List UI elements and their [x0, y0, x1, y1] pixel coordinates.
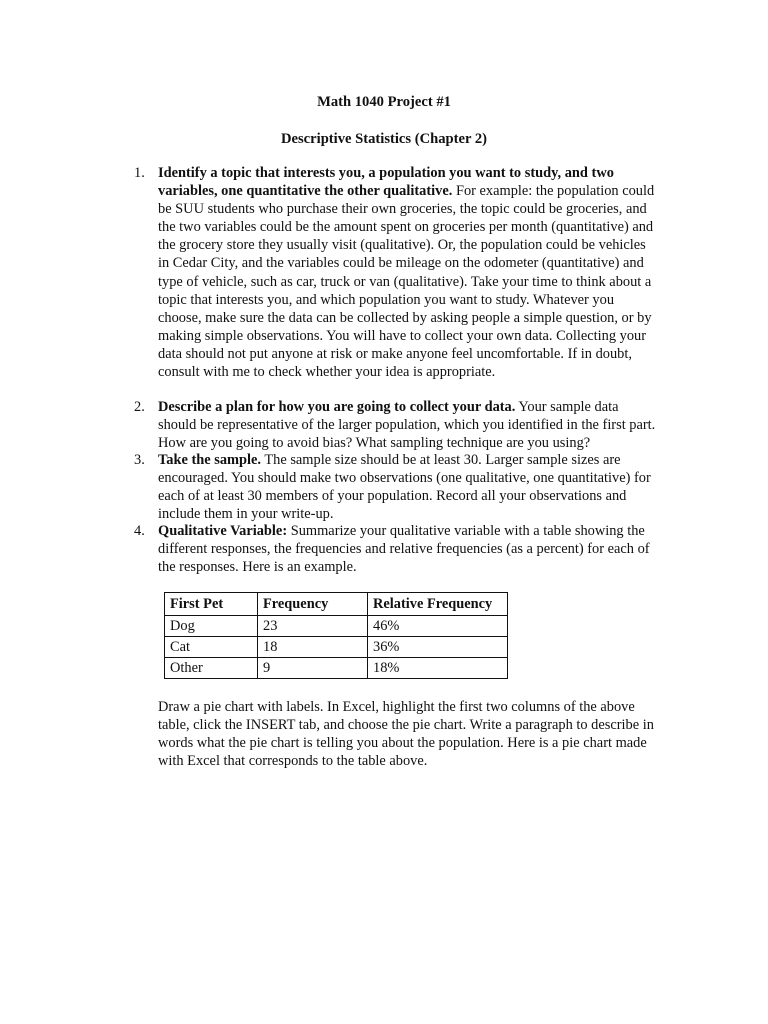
- list-item-text: [158, 451, 660, 523]
- list-item-body: Summarize your qualitative variable with a table showing the different responses, the frequencies and relative frequencies (as a percent) for each of the responses. Here is an example.: [158, 523, 650, 576]
- table-cell: 9: [258, 658, 368, 679]
- table-header-cell: First Pet: [165, 593, 258, 616]
- table-header-cell: Frequency: [258, 593, 368, 616]
- document-title: Math 1040 Project #1: [317, 94, 451, 110]
- list-item-text: [158, 164, 660, 381]
- table-header-cell: Relative Frequency: [368, 593, 508, 616]
- list-item-body: For example: the population could be SUU students who purchase their own groceries, the topic could be groceries, and the two variables could be the amount spent on groceries per month (quantitative) and the grocery store they usually visit (qualitative). Or, the population could be vehicles in Cedar City, and the variables could be mileage on the odometer (quantitative) and type of vehicle, such as car, truck or van (qualitative). Take your time to think about a topic that interests you, and which population you want to study. Whatever you choose, make sure the data can be collected by asking people a simple question, or by making simple observations. You will have to collect your own data. Collecting your data should not put anyone at risk or make anyone feel uncomfortable. If in doubt, consult with me to check whether your idea is appropriate.: [158, 183, 655, 381]
- list-item-number: 1.: [134, 165, 145, 181]
- list-item-bold: Take the sample.: [158, 452, 262, 468]
- table-cell: Dog: [165, 616, 258, 637]
- table-header-row: [165, 593, 508, 616]
- list-item-bold: Describe a plan for how you are going to collect your data.: [158, 399, 516, 415]
- list-item-number: 4.: [134, 523, 145, 539]
- list-item-body: The sample size should be at least 30. Larger sample sizes are encouraged. You should make two observations (one qualitative, one quantitative) for each of at least 30 members of your population. Record all your observations and include them in your write-up.: [158, 452, 651, 523]
- frequency-table: [164, 592, 508, 679]
- list-item-text: [158, 398, 660, 452]
- list-item-number: 3.: [134, 452, 145, 468]
- table-cell: 36%: [368, 637, 508, 658]
- table-cell: 18%: [368, 658, 508, 679]
- table-cell: 46%: [368, 616, 508, 637]
- document-subtitle: Descriptive Statistics (Chapter 2): [280, 131, 488, 147]
- table-row: [165, 658, 508, 679]
- pie-chart-instructions: Draw a pie chart with labels. In Excel, highlight the first two columns of the above table, click the INSERT tab, and choose the pie chart. Write a paragraph to describe in words what the pie chart is telling you about the population. Here is a pie chart made with Excel that corresponds to the table above.: [158, 699, 654, 770]
- list-item-bold: Identify a topic that interests you, a population you want to study, and two variables, one quantitative the other qualitative.: [158, 165, 614, 200]
- list-item-body: Your sample data should be representative of the larger population, which you identified in the first part. How are you going to avoid bias? What sampling technique are you using?: [158, 399, 656, 452]
- table-cell: Other: [165, 658, 258, 679]
- table-cell: 18: [258, 637, 368, 658]
- table-row: [165, 616, 508, 637]
- table-cell: 23: [258, 616, 368, 637]
- table-row: [165, 637, 508, 658]
- list-item-text: [158, 522, 660, 576]
- table-cell: Cat: [165, 637, 258, 658]
- list-item-bold: Qualitative Variable:: [158, 523, 288, 539]
- list-item-number: 2.: [134, 399, 145, 415]
